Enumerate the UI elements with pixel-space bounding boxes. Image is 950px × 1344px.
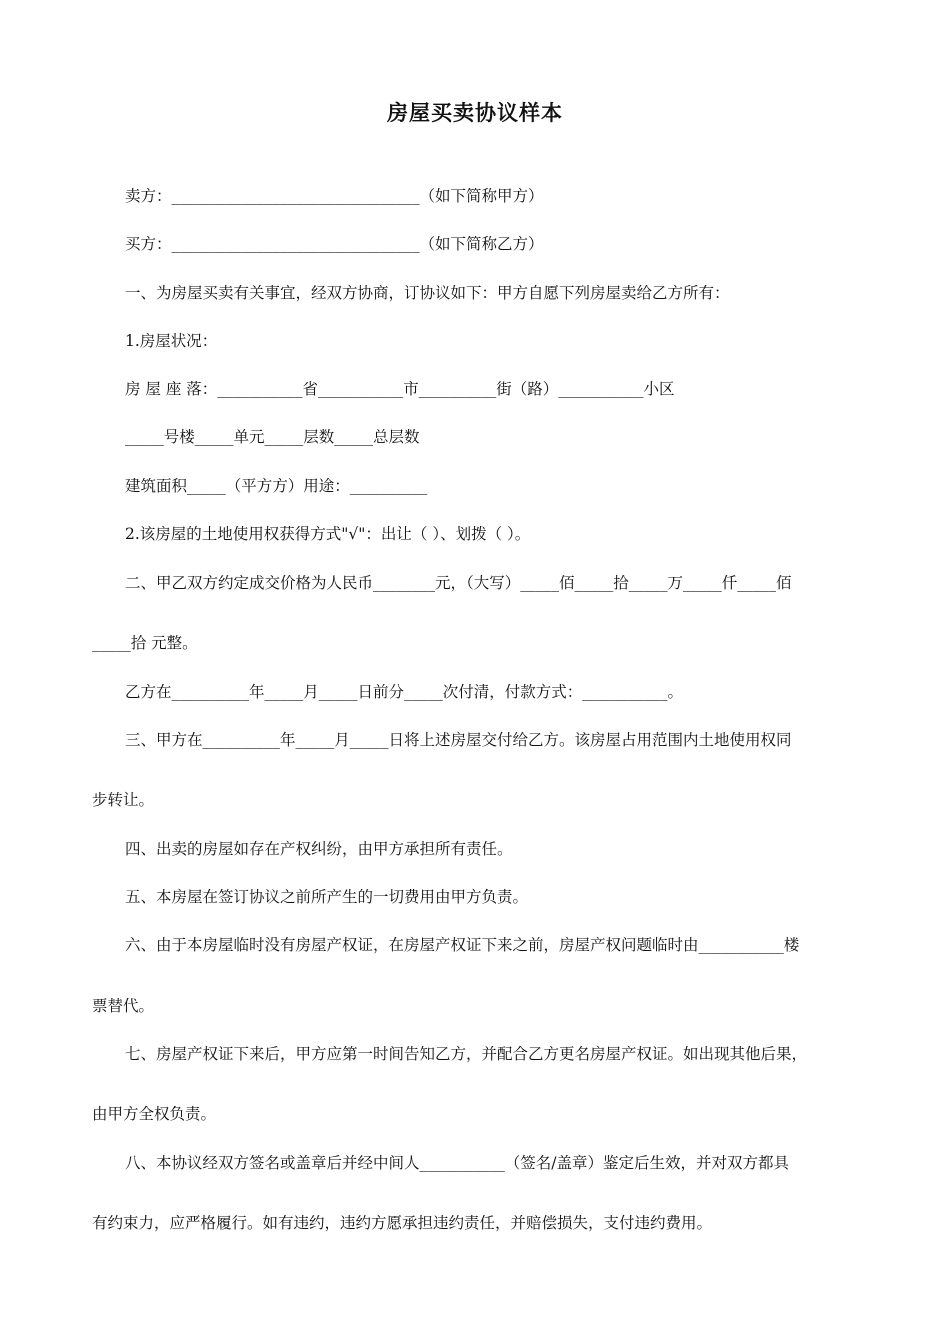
buyer-line: 买方：________________________________（如下简称乙方） [125, 235, 544, 253]
house-status-heading: 1.房屋状况： [125, 332, 218, 350]
clause-6-line-1: 六、由于本房屋临时没有房屋产权证，在房屋产权证下来之前，房屋产权问题临时由___________楼 [125, 936, 800, 954]
clause-7-line-1: 七、房屋产权证下来后，甲方应第一时间告知乙方，并配合乙方更名房屋产权证。如出现其他后果， [125, 1045, 808, 1063]
clause-4: 四、出卖的房屋如存在产权纠纷，由甲方承担所有责任。 [125, 840, 513, 858]
house-building-line: _____号楼_____单元_____层数_____总层数 [125, 428, 420, 446]
clause-2-line-1: 二、甲乙双方约定成交价格为人民币________元，（大写）_____佰_____拾_____万_____仟_____佰 [125, 574, 792, 592]
clause-2-line-2: _____拾 元整。 [92, 634, 198, 652]
payment-line: 乙方在__________年_____月_____日前分_____次付清，付款方式：___________。 [125, 683, 684, 701]
seller-line: 卖方：________________________________（如下简称甲方） [125, 187, 544, 205]
clause-3-line-1: 三、甲方在__________年_____月_____日将上述房屋交付给乙方。该房屋占用范围内土地使用权同 [125, 731, 792, 749]
house-area-line: 建筑面积_____（平方方）用途：__________ [125, 477, 428, 495]
clause-5: 五、本房屋在签订协议之前所产生的一切费用由甲方负责。 [125, 888, 529, 906]
house-location-line: 房 屋 座 落：___________省___________市__________街（路）___________小区 [125, 380, 675, 398]
clause-8-line-2: 有约束力，应严格履行。如有违约，违约方愿承担违约责任，并赔偿损失，支付违约费用。 [92, 1214, 713, 1232]
land-use-right-line: 2.该房屋的土地使用权获得方式"√"：出让（ ）、划拨（ ）。 [125, 525, 531, 543]
document-title: 房屋买卖协议样本 [387, 100, 563, 125]
clause-8-line-1: 八、本协议经双方签名或盖章后并经中间人___________（签名/盖章）鉴定后生效，并对双方都具 [125, 1154, 789, 1172]
clause-6-line-2: 票替代。 [92, 997, 155, 1015]
clause-1: 一、为房屋买卖有关事宜，经双方协商，订协议如下：甲方自愿下列房屋卖给乙方所有： [125, 284, 730, 302]
clause-7-line-2: 由甲方全权负责。 [92, 1105, 217, 1123]
clause-3-line-2: 步转让。 [92, 791, 155, 809]
